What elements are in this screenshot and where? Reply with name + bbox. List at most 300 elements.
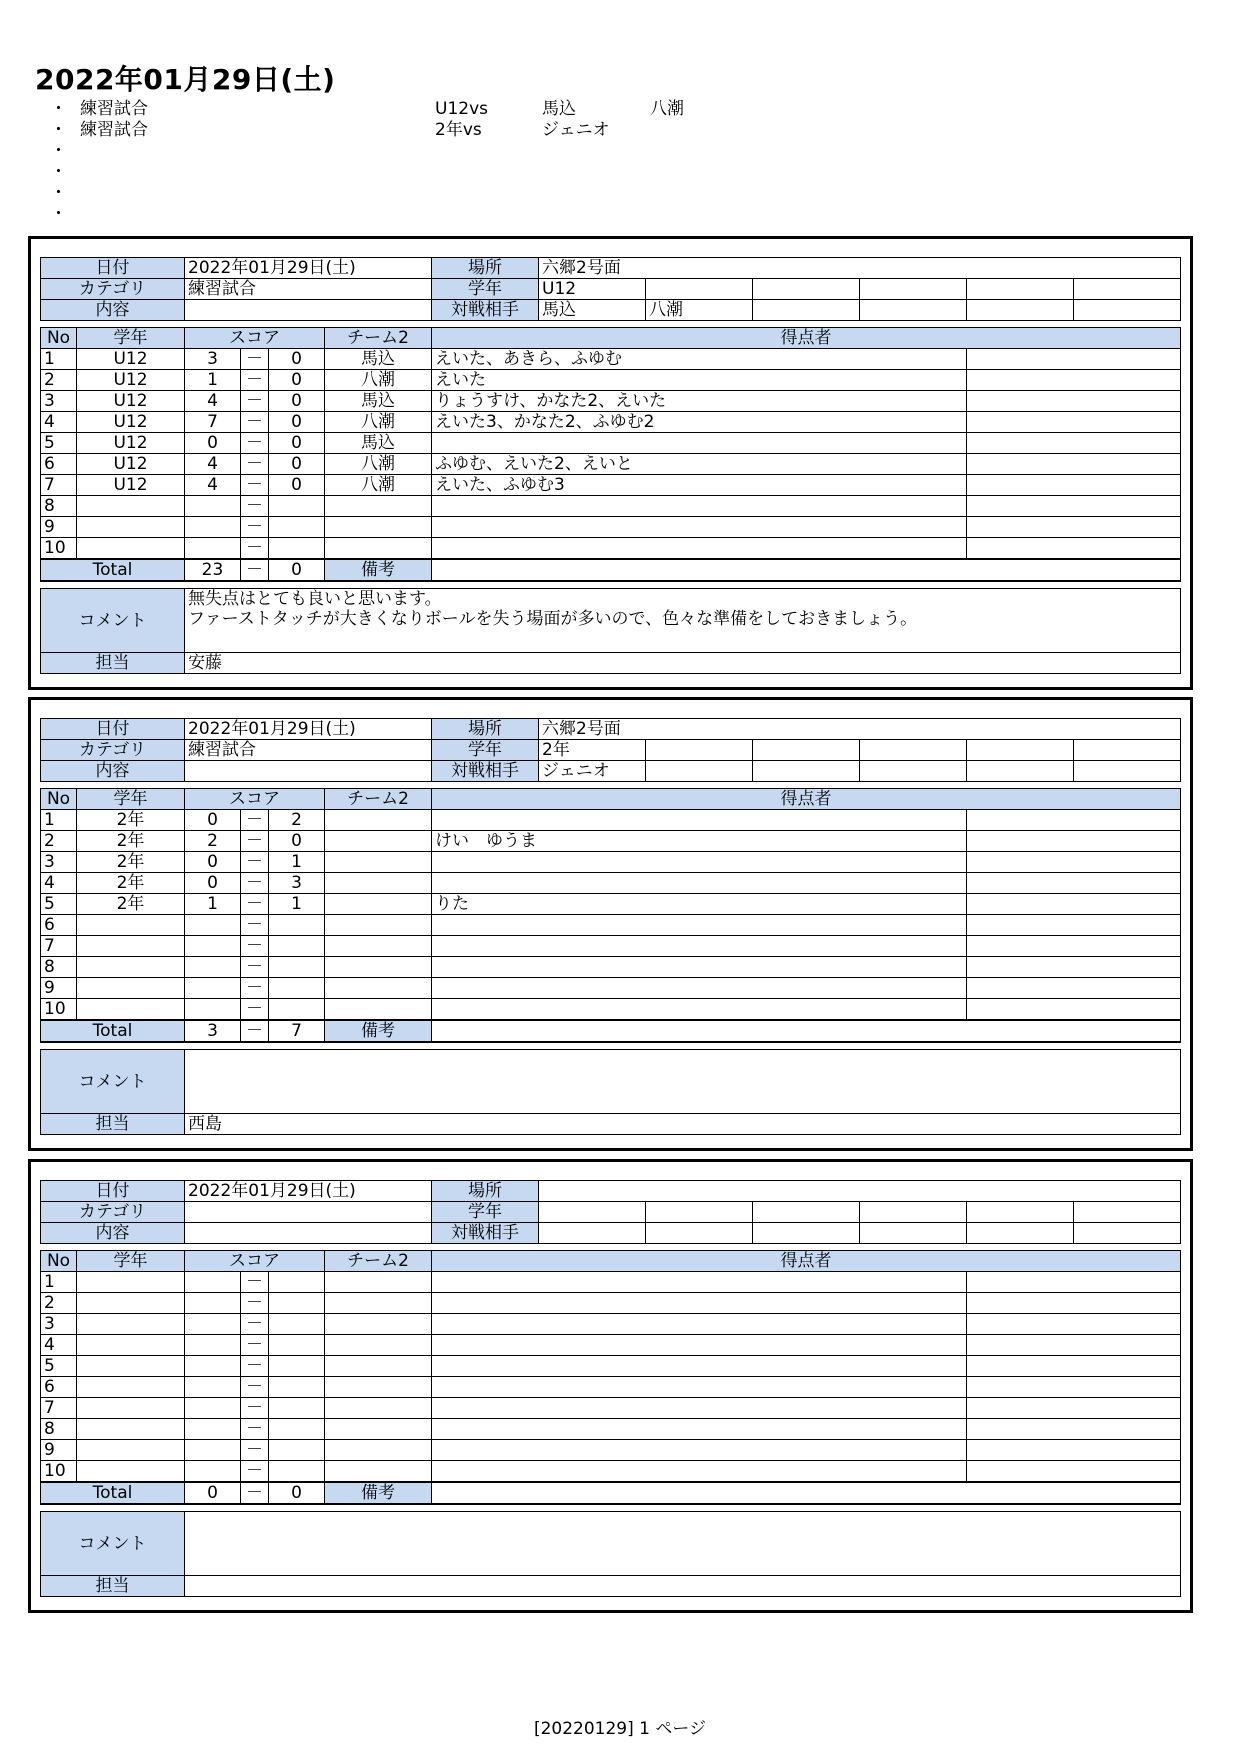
opponent-value [1074, 300, 1181, 321]
total-label: Total [41, 1482, 185, 1504]
row-extra [967, 349, 1181, 370]
row-extra [967, 915, 1181, 936]
row-grade: 2年 [77, 894, 185, 915]
table-row [41, 1293, 1181, 1314]
col-scorers: 得点者 [432, 1251, 1181, 1272]
score-dash: － [241, 1419, 269, 1440]
table-row [41, 852, 1181, 873]
opponent-value [1074, 1223, 1181, 1244]
table-row [41, 349, 1181, 370]
category-value [185, 1202, 432, 1223]
score-away [269, 1377, 325, 1398]
opponent-value [539, 1223, 646, 1244]
row-team2 [325, 957, 432, 978]
grade-extra [1074, 279, 1181, 300]
row-grade [77, 1293, 185, 1314]
col-scorers: 得点者 [432, 789, 1181, 810]
comment-value [185, 1050, 1181, 1114]
row-scorers [432, 957, 967, 978]
row-grade [77, 1398, 185, 1419]
row-scorers [432, 936, 967, 957]
row-team2 [325, 1461, 432, 1483]
comment-table [40, 1511, 1181, 1597]
score-home [185, 538, 241, 560]
date-label: 日付 [41, 258, 185, 279]
summary-opponent: 馬込 [542, 99, 576, 119]
grade-value: U12 [539, 279, 646, 300]
row-scorers [432, 810, 967, 831]
row-no: 1 [41, 1272, 77, 1293]
row-team2 [325, 852, 432, 873]
grade-extra [967, 1202, 1074, 1223]
row-grade: 2年 [77, 873, 185, 894]
table-row [41, 370, 1181, 391]
score-dash: － [241, 1314, 269, 1335]
score-dash: － [241, 957, 269, 978]
score-away [269, 1335, 325, 1356]
row-grade: U12 [77, 433, 185, 454]
score-home: 4 [185, 391, 241, 412]
opponent-label: 対戦相手 [432, 300, 539, 321]
row-scorers [432, 1419, 967, 1440]
score-home [185, 915, 241, 936]
score-away [269, 538, 325, 560]
row-team2 [325, 936, 432, 957]
row-no: 10 [41, 538, 77, 560]
date-label: 日付 [41, 1181, 185, 1202]
summary-category: U12vs [435, 99, 488, 119]
score-dash: － [241, 1335, 269, 1356]
row-scorers: りょうすけ、かなた2、えいた [432, 391, 967, 412]
score-home [185, 1398, 241, 1419]
comment-line: 無失点はとても良いと思います。 [188, 589, 442, 609]
total-away: 7 [269, 1020, 325, 1042]
score-dash: － [241, 1461, 269, 1483]
score-home [185, 1335, 241, 1356]
grade-extra [860, 740, 967, 761]
row-no: 3 [41, 1314, 77, 1335]
row-extra [967, 957, 1181, 978]
row-team2: 馬込 [325, 349, 432, 370]
score-dash: － [241, 1020, 269, 1042]
score-away [269, 1440, 325, 1461]
row-extra [967, 999, 1181, 1021]
score-away [269, 978, 325, 999]
row-grade [77, 1272, 185, 1293]
grade-extra [860, 279, 967, 300]
row-extra [967, 391, 1181, 412]
score-home [185, 936, 241, 957]
row-extra [967, 1440, 1181, 1461]
score-dash: － [241, 349, 269, 370]
row-grade [77, 957, 185, 978]
score-home: 4 [185, 454, 241, 475]
row-extra [967, 412, 1181, 433]
score-away: 3 [269, 873, 325, 894]
row-no: 2 [41, 370, 77, 391]
row-extra [967, 978, 1181, 999]
remarks-value [432, 559, 1181, 581]
col-score: スコア [185, 1251, 325, 1272]
score-home: 7 [185, 412, 241, 433]
score-away [269, 999, 325, 1021]
comment-label: コメント [41, 1512, 185, 1576]
row-no: 7 [41, 1398, 77, 1419]
score-home: 2 [185, 831, 241, 852]
col-grade: 学年 [77, 1251, 185, 1272]
row-no: 2 [41, 831, 77, 852]
score-away [269, 1293, 325, 1314]
row-extra [967, 475, 1181, 496]
summary-opponent: ジェニオ [542, 120, 610, 140]
row-grade [77, 999, 185, 1021]
place-value: 六郷2号面 [539, 258, 1181, 279]
row-grade: U12 [77, 475, 185, 496]
row-extra [967, 538, 1181, 560]
row-scorers: ふゆむ、えいた2、えいと [432, 454, 967, 475]
row-extra [967, 831, 1181, 852]
total-home: 3 [185, 1020, 241, 1042]
table-row [41, 496, 1181, 517]
row-grade: U12 [77, 370, 185, 391]
opponent-label: 対戦相手 [432, 761, 539, 782]
row-scorers [432, 978, 967, 999]
score-away: 0 [269, 412, 325, 433]
score-away [269, 1419, 325, 1440]
score-home: 0 [185, 433, 241, 454]
staff-value: 安藤 [185, 653, 1181, 674]
score-away: 0 [269, 370, 325, 391]
category-label: カテゴリ [41, 740, 185, 761]
total-away: 0 [269, 559, 325, 581]
comment-value [185, 589, 1181, 653]
opponent-value [753, 761, 860, 782]
score-dash: － [241, 999, 269, 1021]
col-grade: 学年 [77, 328, 185, 349]
row-grade [77, 1419, 185, 1440]
score-away [269, 496, 325, 517]
grade-extra [1074, 740, 1181, 761]
row-no: 2 [41, 1293, 77, 1314]
row-no: 4 [41, 1335, 77, 1356]
table-row [41, 433, 1181, 454]
row-grade [77, 1314, 185, 1335]
table-row [41, 1335, 1181, 1356]
row-scorers [432, 538, 967, 560]
grade-label: 学年 [432, 1202, 539, 1223]
score-home [185, 1377, 241, 1398]
score-dash: － [241, 454, 269, 475]
grade-extra [646, 1202, 753, 1223]
table-row [41, 1398, 1181, 1419]
summary-event: 練習試合 [80, 120, 148, 140]
place-value [539, 1181, 1181, 1202]
score-away: 0 [269, 349, 325, 370]
row-scorers [432, 1335, 967, 1356]
score-dash: － [241, 873, 269, 894]
score-home [185, 1293, 241, 1314]
row-no: 8 [41, 957, 77, 978]
grade-extra [753, 740, 860, 761]
table-row [41, 1377, 1181, 1398]
row-no: 1 [41, 349, 77, 370]
summary-row [50, 141, 810, 162]
score-away [269, 1314, 325, 1335]
grade-extra [646, 740, 753, 761]
score-away: 1 [269, 894, 325, 915]
row-scorers [432, 1440, 967, 1461]
row-grade [77, 496, 185, 517]
score-dash: － [241, 412, 269, 433]
row-team2 [325, 1377, 432, 1398]
score-home: 1 [185, 370, 241, 391]
total-row [41, 559, 1181, 581]
event-summary [50, 99, 810, 225]
opponent-value: ジェニオ [539, 761, 646, 782]
score-dash: － [241, 433, 269, 454]
place-value: 六郷2号面 [539, 719, 1181, 740]
page-footer: [20220129] 1 ページ [533, 1719, 707, 1739]
comment-table [40, 1049, 1181, 1135]
col-score: スコア [185, 789, 325, 810]
table-row [41, 1356, 1181, 1377]
table-row [41, 978, 1181, 999]
row-grade [77, 1440, 185, 1461]
content-value [185, 761, 432, 782]
row-extra [967, 810, 1181, 831]
score-away [269, 915, 325, 936]
score-dash: － [241, 1440, 269, 1461]
score-away [269, 517, 325, 538]
row-scorers [432, 1377, 967, 1398]
row-team2 [325, 517, 432, 538]
score-dash: － [241, 915, 269, 936]
row-scorers: りた [432, 894, 967, 915]
remarks-label: 備考 [325, 1020, 432, 1042]
row-extra [967, 1377, 1181, 1398]
bullet: ・ [50, 204, 67, 224]
table-row [41, 517, 1181, 538]
score-dash: － [241, 391, 269, 412]
row-team2 [325, 1356, 432, 1377]
grade-value: 2年 [539, 740, 646, 761]
table-row [41, 831, 1181, 852]
grade-extra [967, 740, 1074, 761]
score-home: 4 [185, 475, 241, 496]
row-grade: U12 [77, 412, 185, 433]
row-team2 [325, 496, 432, 517]
row-no: 3 [41, 852, 77, 873]
staff-label: 担当 [41, 1114, 185, 1135]
grade-extra [1074, 1202, 1181, 1223]
date-value: 2022年01月29日(土) [185, 1181, 432, 1202]
table-row [41, 454, 1181, 475]
col-team2: チーム2 [325, 789, 432, 810]
row-scorers [432, 433, 967, 454]
score-away: 1 [269, 852, 325, 873]
row-scorers [432, 1272, 967, 1293]
row-no: 8 [41, 496, 77, 517]
place-label: 場所 [432, 1181, 539, 1202]
row-no: 5 [41, 894, 77, 915]
score-home [185, 1314, 241, 1335]
grade-extra [967, 279, 1074, 300]
score-dash: － [241, 936, 269, 957]
match-record-block [28, 1159, 1193, 1613]
row-team2 [325, 1440, 432, 1461]
page-title: 2022年01月29日(土) [35, 63, 336, 96]
score-dash: － [241, 810, 269, 831]
summary-row [50, 99, 810, 120]
match-record-block [28, 236, 1193, 690]
score-home [185, 1356, 241, 1377]
row-grade [77, 538, 185, 560]
row-extra [967, 454, 1181, 475]
remarks-value [432, 1020, 1181, 1042]
row-scorers: けい ゆうま [432, 831, 967, 852]
row-team2: 八潮 [325, 475, 432, 496]
row-team2 [325, 999, 432, 1021]
score-home: 0 [185, 852, 241, 873]
grade-value [539, 1202, 646, 1223]
row-grade [77, 1335, 185, 1356]
row-team2: 八潮 [325, 370, 432, 391]
row-team2 [325, 1419, 432, 1440]
row-extra [967, 1293, 1181, 1314]
opponent-value: 馬込 [539, 300, 646, 321]
score-dash: － [241, 1356, 269, 1377]
row-team2: 馬込 [325, 433, 432, 454]
row-scorers [432, 873, 967, 894]
score-home [185, 1272, 241, 1293]
col-no: No [41, 328, 77, 349]
row-grade: U12 [77, 454, 185, 475]
score-away: 0 [269, 475, 325, 496]
comment-label: コメント [41, 589, 185, 653]
content-label: 内容 [41, 761, 185, 782]
row-no: 9 [41, 517, 77, 538]
score-away: 2 [269, 810, 325, 831]
row-team2: 八潮 [325, 412, 432, 433]
remarks-value [432, 1482, 1181, 1504]
score-dash: － [241, 831, 269, 852]
table-row [41, 915, 1181, 936]
table-row [41, 391, 1181, 412]
place-label: 場所 [432, 258, 539, 279]
comment-value [185, 1512, 1181, 1576]
row-no: 5 [41, 433, 77, 454]
row-grade [77, 1461, 185, 1483]
score-home [185, 999, 241, 1021]
score-away [269, 1356, 325, 1377]
bullet: ・ [50, 120, 67, 140]
row-extra [967, 873, 1181, 894]
col-team2: チーム2 [325, 328, 432, 349]
score-dash: － [241, 1377, 269, 1398]
table-row [41, 1272, 1181, 1293]
table-row [41, 475, 1181, 496]
grade-extra [753, 1202, 860, 1223]
table-row [41, 873, 1181, 894]
row-team2 [325, 831, 432, 852]
row-team2 [325, 1293, 432, 1314]
row-no: 4 [41, 873, 77, 894]
summary-opponent: 八潮 [650, 99, 684, 119]
row-no: 6 [41, 454, 77, 475]
row-scorers [432, 496, 967, 517]
row-no: 3 [41, 391, 77, 412]
row-no: 6 [41, 915, 77, 936]
score-dash: － [241, 978, 269, 999]
row-grade [77, 517, 185, 538]
table-row [41, 999, 1181, 1021]
col-team2: チーム2 [325, 1251, 432, 1272]
category-value: 練習試合 [185, 279, 432, 300]
score-home [185, 978, 241, 999]
score-dash: － [241, 475, 269, 496]
opponent-value [860, 300, 967, 321]
match-header-table [40, 718, 1181, 782]
opponent-value [753, 300, 860, 321]
row-extra [967, 1335, 1181, 1356]
row-extra [967, 852, 1181, 873]
table-row [41, 538, 1181, 560]
table-row [41, 810, 1181, 831]
row-no: 6 [41, 1377, 77, 1398]
score-away: 0 [269, 391, 325, 412]
table-row [41, 936, 1181, 957]
category-label: カテゴリ [41, 1202, 185, 1223]
results-table [40, 788, 1181, 1043]
staff-label: 担当 [41, 653, 185, 674]
category-value: 練習試合 [185, 740, 432, 761]
total-home: 0 [185, 1482, 241, 1504]
opponent-value [967, 300, 1074, 321]
content-label: 内容 [41, 1223, 185, 1244]
score-dash: － [241, 1482, 269, 1504]
table-row [41, 412, 1181, 433]
date-value: 2022年01月29日(土) [185, 719, 432, 740]
score-away: 0 [269, 831, 325, 852]
total-row [41, 1482, 1181, 1504]
row-scorers [432, 999, 967, 1021]
grade-extra [646, 279, 753, 300]
row-grade: U12 [77, 391, 185, 412]
grade-label: 学年 [432, 740, 539, 761]
row-team2 [325, 1272, 432, 1293]
score-home: 0 [185, 810, 241, 831]
opponent-value [753, 1223, 860, 1244]
total-label: Total [41, 559, 185, 581]
results-table [40, 1250, 1181, 1505]
row-team2 [325, 873, 432, 894]
opponent-value [646, 1223, 753, 1244]
staff-value: 西島 [185, 1114, 1181, 1135]
row-extra [967, 936, 1181, 957]
opponent-label: 対戦相手 [432, 1223, 539, 1244]
row-scorers [432, 1398, 967, 1419]
row-team2 [325, 978, 432, 999]
score-dash: － [241, 496, 269, 517]
score-home [185, 1419, 241, 1440]
summary-event: 練習試合 [80, 99, 148, 119]
match-header-table [40, 1180, 1181, 1244]
row-no: 1 [41, 810, 77, 831]
row-team2 [325, 538, 432, 560]
results-table [40, 327, 1181, 582]
row-grade: U12 [77, 349, 185, 370]
row-grade [77, 978, 185, 999]
